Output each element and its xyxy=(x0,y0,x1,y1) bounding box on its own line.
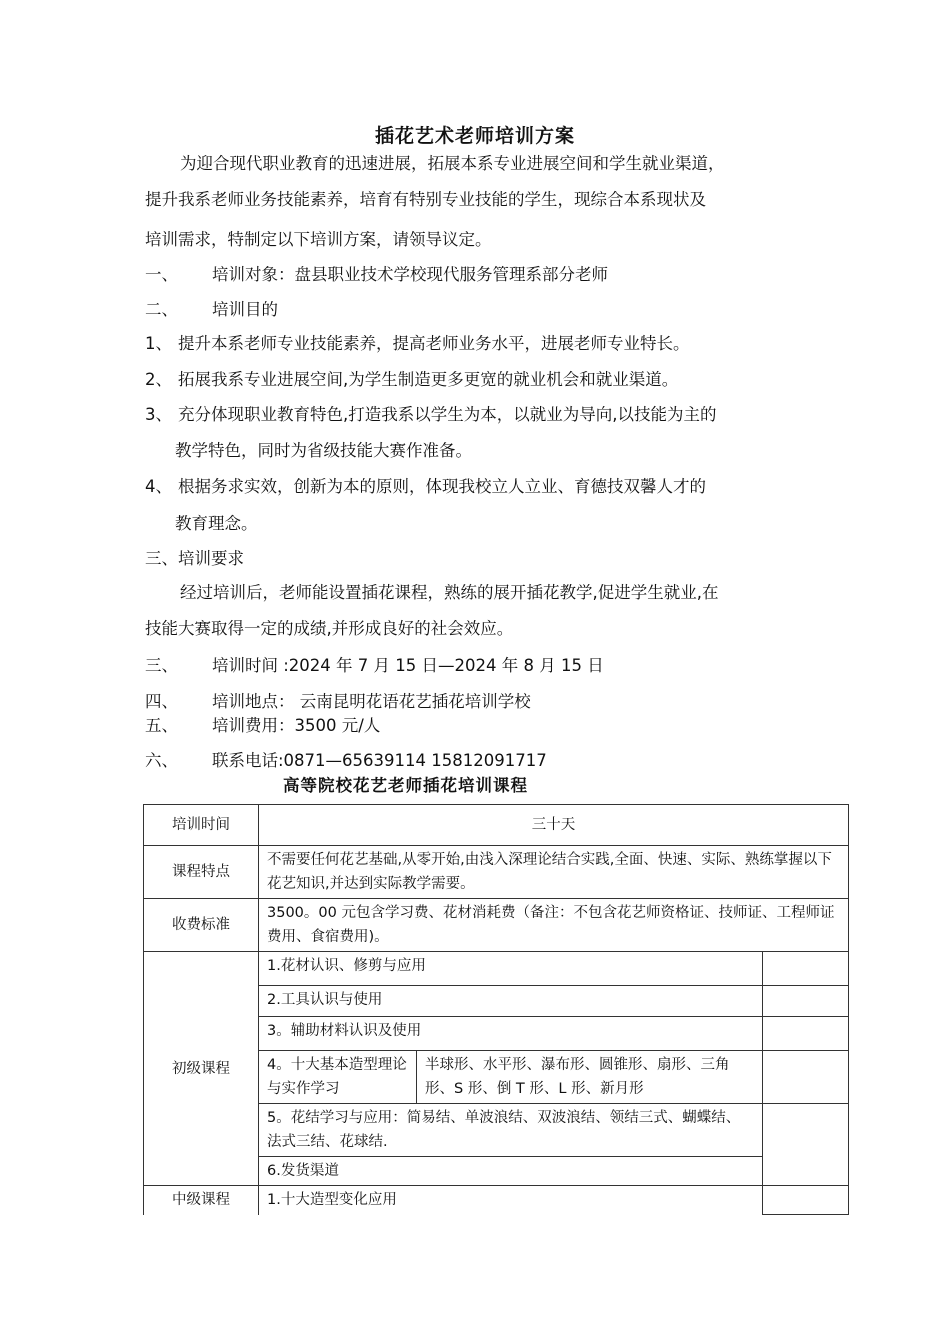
goal-2-number: 2、 xyxy=(145,370,172,389)
section-time-number: 三、 xyxy=(145,656,178,675)
basic-item-2: 2.工具认识与使用 xyxy=(259,986,763,1017)
section-phone-label: 联系电话:0871—65639114 15812091717 xyxy=(212,751,547,770)
goal-3-number: 3、 xyxy=(145,405,172,424)
fee-label: 收费标准 xyxy=(144,899,259,952)
section-2-label: 培训目的 xyxy=(212,300,278,319)
section-fee-label: 培训费用：3500 元/人 xyxy=(212,716,381,735)
goal-4-text: 根据务求实效，创新为本的原则，体现我校立人立业、育德技双馨人才的 xyxy=(178,477,706,496)
basic-item-5-empty-cell xyxy=(763,1104,849,1157)
basic-item-4-label: 4。十大基本造型理论与实作学习 xyxy=(259,1051,417,1104)
course-table xyxy=(143,804,849,1215)
fee-value: 3500。00 元包含学习费、花材消耗费（备注：不包含花艺师资格证、技师证、工程师证费用、食宿费用)。 xyxy=(259,899,849,952)
section-place-number: 四、 xyxy=(145,692,178,711)
mid-item-1-empty-cell xyxy=(763,1186,849,1215)
table-row-features xyxy=(144,846,849,899)
goal-2-text: 拓展我系专业进展空间,为学生制造更多更宽的就业机会和就业渠道。 xyxy=(178,370,679,389)
mid-item-1: 1.十大造型变化应用 xyxy=(259,1186,763,1215)
section-1-label: 培训对象：盘县职业技术学校现代服务管理系部分老师 xyxy=(212,265,608,284)
basic-item-5: 5。花结学习与应用：简易结、单波浪结、双波浪结、领结三式、蝴蝶结、法式三结、花球结. xyxy=(259,1104,763,1157)
basic-item-4-empty-cell xyxy=(763,1051,849,1104)
intro-line-2: 提升我系老师业务技能素养，培育有特别专业技能的学生，现综合本系现状及 xyxy=(145,190,706,209)
basic-item-3: 3。辅助材料认识及使用 xyxy=(259,1017,763,1051)
basic-item-2-empty-cell xyxy=(763,986,849,1017)
course-table-title: 高等院校花艺老师插花培训课程 xyxy=(283,776,528,795)
basic-course-label: 初级课程 xyxy=(144,952,259,1186)
intro-line-1: 为迎合现代职业教育的迅速进展，拓展本系专业进展空间和学生就业渠道， xyxy=(180,154,725,173)
basic-item-6-empty-cell xyxy=(763,1157,849,1186)
basic-item-6: 6.发货渠道 xyxy=(259,1157,763,1186)
features-label: 课程特点 xyxy=(144,846,259,899)
section-3-label: 三、培训要求 xyxy=(145,549,244,568)
duration-label: 培训时间 xyxy=(144,805,259,846)
requirements-line-2: 技能大赛取得一定的成绩,并形成良好的社会效应。 xyxy=(145,619,514,638)
goal-1-number: 1、 xyxy=(145,334,172,353)
goal-1-text: 提升本系老师专业技能素养，提高老师业务水平，进展老师专业特长。 xyxy=(178,334,690,353)
goal-4-number: 4、 xyxy=(145,477,172,496)
section-fee-number: 五、 xyxy=(145,716,178,735)
section-1-number: 一、 xyxy=(145,265,178,284)
table-row-duration xyxy=(144,805,849,846)
table-row-basic-1 xyxy=(144,952,849,986)
section-time-label: 培训时间 :2024 年 7 月 15 日—2024 年 8 月 15 日 xyxy=(212,656,604,675)
basic-item-3-empty-cell xyxy=(763,1017,849,1051)
basic-item-1-empty-cell xyxy=(763,952,849,986)
goal-4-continuation: 教育理念。 xyxy=(175,514,258,533)
goal-3-continuation: 教学特色，同时为省级技能大赛作准备。 xyxy=(175,441,472,460)
requirements-line-1: 经过培训后，老师能设置插花课程，熟练的展开插花教学,促进学生就业,在 xyxy=(180,583,719,602)
table-row-mid-1 xyxy=(144,1186,849,1215)
section-phone-number: 六、 xyxy=(145,751,178,770)
section-place-label: 培训地点： 云南昆明花语花艺插花培训学校 xyxy=(212,692,531,711)
features-value: 不需要任何花艺基础,从零开始,由浅入深理论结合实践,全面、快速、实际、熟练掌握以下花艺知识,并达到实际教学需要。 xyxy=(259,846,849,899)
document-title: 插花艺术老师培训方案 xyxy=(374,125,575,147)
basic-item-1: 1.花材认识、修剪与应用 xyxy=(259,952,763,986)
duration-value: 三十天 xyxy=(259,805,849,846)
mid-course-label: 中级课程 xyxy=(144,1186,259,1215)
goal-3-text: 充分体现职业教育特色,打造我系以学生为本，以就业为导向,以技能为主的 xyxy=(178,405,717,424)
intro-line-3: 培训需求，特制定以下培训方案，请领导议定。 xyxy=(145,230,492,249)
table-row-fee xyxy=(144,899,849,952)
section-2-number: 二、 xyxy=(145,300,178,319)
basic-item-4-detail: 半球形、水平形、瀑布形、圆锥形、扇形、三角形、S 形、倒 T 形、L 形、新月形 xyxy=(417,1051,763,1104)
